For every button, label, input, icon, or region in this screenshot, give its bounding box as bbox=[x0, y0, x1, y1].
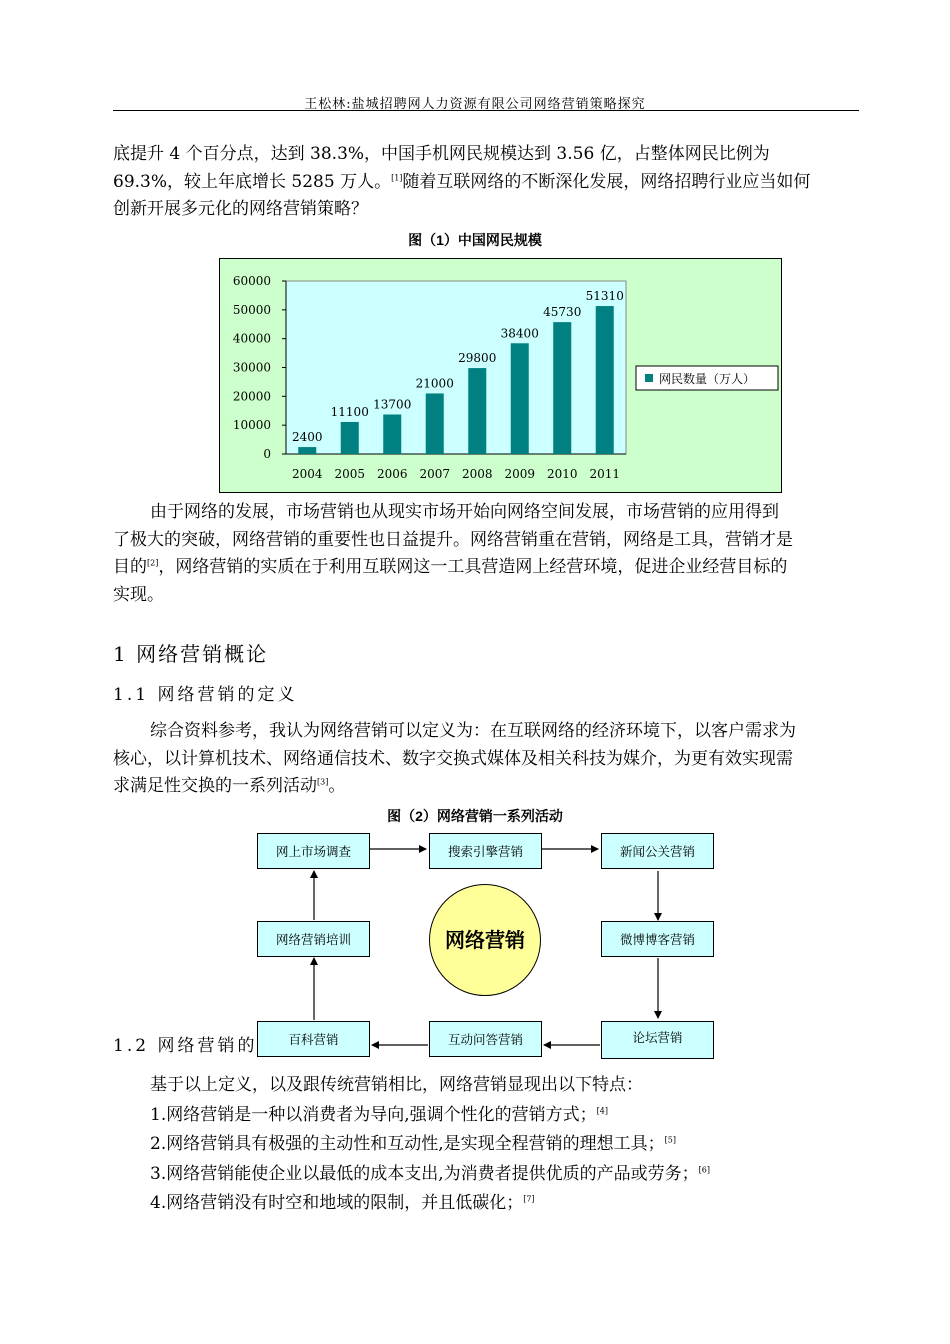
legend-label: 网民数量（万人） bbox=[659, 372, 756, 386]
box-training: 网络营销培训 bbox=[257, 921, 370, 957]
y-tick-label-4: 40000 bbox=[232, 331, 271, 346]
para4-intro: 基于以上定义，以及跟传统营销相比，网络营销显现出以下特点： bbox=[150, 1075, 643, 1095]
feature-item-4 bbox=[113, 1189, 710, 1219]
box-baike: 百科营销 bbox=[257, 1021, 370, 1057]
center-circle-network-marketing: 网络营销 bbox=[429, 884, 541, 996]
intro-line-3: 创新开展多元化的网络营销策略？ bbox=[113, 199, 368, 219]
y-tick-label-1: 10000 bbox=[232, 418, 271, 433]
feature-item-2 bbox=[113, 1130, 710, 1160]
running-header: 王松林:盐城招聘网人力资源有限公司网络营销策略探究 bbox=[304, 97, 646, 112]
box-search-engine: 搜索引擎营销 bbox=[429, 833, 542, 869]
para2-line-3b: ，网络营销的实质在于利用互联网这一工具营造网上经营环境，促进企业经营目标的 bbox=[158, 557, 788, 577]
data-label-2011: 51310 bbox=[585, 289, 624, 304]
citation-ref-4: [4] bbox=[596, 1105, 608, 1115]
intro-line-2a: 69.3%，较上年底增长 5285 万人。 bbox=[113, 171, 392, 192]
figure-1-caption: 图（1）中国网民规模 bbox=[408, 232, 542, 248]
para2-line-4: 实现。 bbox=[113, 584, 164, 605]
para2-line-3 bbox=[113, 554, 793, 582]
paragraph-2 bbox=[113, 499, 793, 609]
bar-2008 bbox=[468, 368, 486, 454]
box-market-research: 网上市场调查 bbox=[257, 833, 370, 869]
box-qa: 互动问答营销 bbox=[429, 1021, 542, 1057]
data-label-2004: 2400 bbox=[291, 430, 323, 445]
bar-2010 bbox=[553, 322, 571, 454]
section-1-1-heading: 1.1 网络营销的定义 bbox=[113, 685, 298, 705]
para3-line-3a: 求满足性交换的一系列活动 bbox=[113, 776, 317, 796]
x-tick-label-2010: 2010 bbox=[546, 467, 578, 481]
data-label-2006: 13700 bbox=[373, 397, 412, 412]
para3-line-1: 综合资料参考，我认为网络营销可以定义为：在互联网络的经济环境下，以客户需求为 bbox=[150, 721, 796, 741]
section-1-2-heading: 1.2 网络营销的 bbox=[113, 1036, 258, 1056]
intro-line-2 bbox=[113, 169, 810, 197]
legend-swatch bbox=[645, 374, 653, 382]
data-label-2005: 11100 bbox=[330, 404, 369, 419]
para2-line-3a: 目的 bbox=[113, 557, 147, 577]
citation-ref-3: [3] bbox=[317, 777, 329, 787]
y-tick-label-2: 20000 bbox=[232, 389, 271, 404]
citation-ref-7: [7] bbox=[523, 1194, 535, 1204]
bar-2009 bbox=[511, 343, 529, 454]
citation-ref-2: [2] bbox=[147, 558, 159, 568]
section-1-heading: 1 网络营销概论 bbox=[113, 642, 269, 666]
bar-2011 bbox=[596, 306, 614, 454]
intro-line-2b: 随着互联网络的不断深化发展，网络招聘行业应当如何 bbox=[402, 171, 811, 192]
x-tick-label-2006: 2006 bbox=[376, 467, 408, 481]
box-news-pr: 新闻公关营销 bbox=[601, 833, 714, 869]
x-tick-label-2009: 2009 bbox=[504, 467, 536, 481]
figure-1-bar-chart bbox=[219, 258, 782, 493]
y-tick-label-6: 60000 bbox=[232, 274, 271, 288]
para2-line-1: 由于网络的发展，市场营销也从现实市场开始向网络空间发展，市场营销的应用得到 bbox=[150, 502, 779, 522]
feature-item-1-text: 1.网络营销是一种以消费者为导向,强调个性化的营销方式； bbox=[150, 1104, 597, 1125]
y-tick-label-0: 0 bbox=[263, 447, 271, 461]
feature-item-3 bbox=[113, 1160, 710, 1190]
y-tick-label-5: 50000 bbox=[232, 302, 271, 317]
intro-line-1: 底提升 4 个百分点，达到 38.3%，中国手机网民规模达到 3.56 亿，占整体网民比例为 bbox=[113, 144, 770, 164]
x-tick-label-2004: 2004 bbox=[291, 467, 323, 481]
bar-2006 bbox=[383, 414, 401, 454]
feature-item-1 bbox=[113, 1101, 710, 1131]
x-tick-label-2011: 2011 bbox=[589, 467, 621, 481]
header-rule bbox=[113, 110, 859, 111]
data-label-2008: 29800 bbox=[458, 351, 497, 366]
para3-line-2: 核心，以计算机技术、网络通信技术、数字交换式媒体及相关科技为媒介，为更有效实现需 bbox=[113, 748, 793, 769]
y-tick-label-3: 30000 bbox=[232, 360, 271, 375]
bar-2007 bbox=[426, 393, 444, 454]
feature-item-3-text: 3.网络营销能使企业以最低的成本支出,为消费者提供优质的产品或劳务； bbox=[150, 1163, 699, 1184]
data-label-2010: 45730 bbox=[543, 305, 582, 320]
feature-item-2-text: 2.网络营销具有极强的主动性和互动性,是实现全程营销的理想工具； bbox=[150, 1134, 665, 1154]
para2-line-2: 了极大的突破，网络营销的重要性也日益提升。网络营销重在营销，网络是工具，营销才是 bbox=[113, 529, 793, 550]
citation-ref-1: [1] bbox=[391, 172, 403, 182]
para3-line-3 bbox=[113, 773, 796, 801]
box-forum: 论坛营销 bbox=[601, 1021, 714, 1059]
feature-item-4-text: 4.网络营销没有时空和地域的限制，并且低碳化； bbox=[150, 1193, 524, 1213]
x-tick-label-2008: 2008 bbox=[461, 467, 493, 481]
paragraph-3 bbox=[113, 718, 796, 801]
x-tick-label-2007: 2007 bbox=[419, 467, 451, 481]
paragraph-4 bbox=[113, 1071, 710, 1219]
citation-ref-6: [6] bbox=[698, 1164, 710, 1174]
data-label-2009: 38400 bbox=[500, 326, 539, 341]
citation-ref-5: [5] bbox=[664, 1135, 676, 1145]
figure-2-diagram bbox=[255, 833, 719, 1061]
box-weibo-blog: 微博博客营销 bbox=[601, 921, 714, 957]
bar-2004 bbox=[298, 447, 316, 454]
data-label-2007: 21000 bbox=[415, 376, 454, 391]
bar-2005 bbox=[341, 422, 359, 454]
x-tick-label-2005: 2005 bbox=[334, 467, 366, 481]
intro-paragraph bbox=[113, 141, 810, 224]
para3-line-3b: 。 bbox=[328, 776, 346, 796]
figure-2-caption: 图（2）网络营销一系列活动 bbox=[387, 808, 563, 824]
